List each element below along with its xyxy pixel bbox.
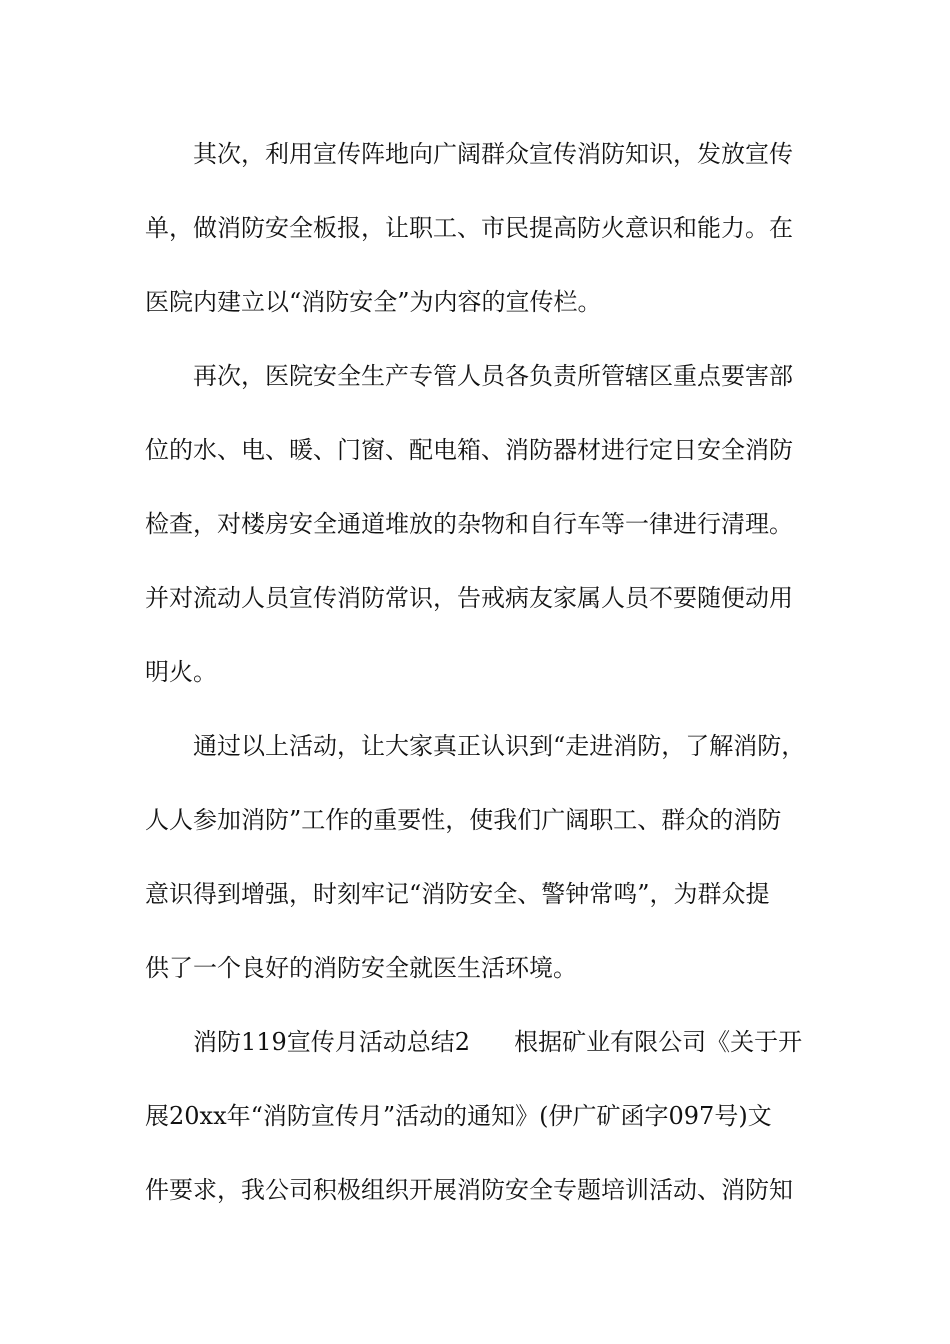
document-body — [145, 117, 810, 1227]
paragraph-summary-2 — [145, 1005, 810, 1227]
text-line-continuation: 根据矿业有限公司《关于开 — [514, 1028, 803, 1056]
text-line: 其次，利用宣传阵地向广阔群众宣传消防知识，发放宣传 — [193, 140, 793, 168]
text-line: 检查，对楼房安全通道堆放的杂物和自行车等一律进行清理。 — [145, 510, 793, 538]
paragraph-inspection — [145, 339, 810, 709]
paragraph-publicity — [145, 117, 810, 339]
text-line: 再次，医院安全生产专管人员各负责所管辖区重点要害部 — [193, 362, 793, 390]
paragraph-conclusion — [145, 709, 810, 1005]
text-line: 单，做消防安全板报，让职工、市民提高防火意识和能力。在 — [145, 214, 793, 242]
text-line: 并对流动人员宣传消防常识，告戒病友家属人员不要随便动用 — [145, 584, 793, 612]
text-line: 明火。 — [145, 658, 217, 686]
text-line — [145, 1005, 810, 1079]
text-line: 展20xx年“消防宣传月”活动的通知》(伊广矿函字097号)文 — [145, 1102, 772, 1130]
text-line: 供了一个良好的消防安全就医生活环境。 — [145, 954, 577, 982]
text-line: 意识得到增强，时刻牢记“消防安全、警钟常鸣”，为群众提 — [145, 880, 770, 908]
text-line: 医院内建立以“消防安全”为内容的宣传栏。 — [145, 288, 602, 316]
section-heading: 消防119宣传月活动总结2 — [193, 1028, 471, 1056]
text-line: 位的水、电、暖、门窗、配电箱、消防器材进行定日安全消防 — [145, 436, 793, 464]
text-line: 通过以上活动，让大家真正认识到“走进消防，了解消防， — [193, 732, 806, 760]
text-line: 人人参加消防”工作的重要性，使我们广阔职工、群众的消防 — [145, 806, 782, 834]
text-line: 件要求，我公司积极组织开展消防安全专题培训活动、消防知 — [145, 1176, 793, 1204]
